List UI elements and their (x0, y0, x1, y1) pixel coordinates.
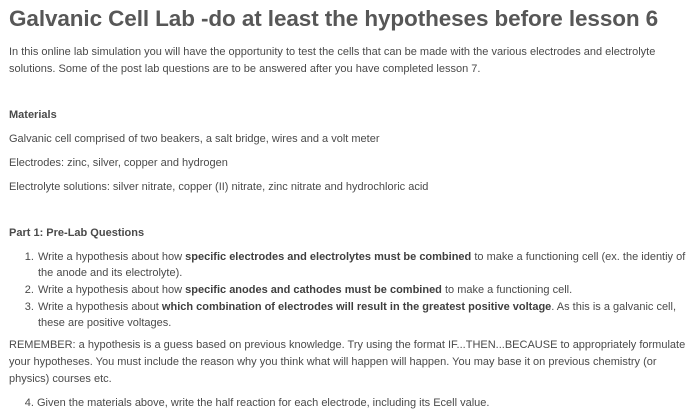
prelab-question-list (9, 249, 690, 331)
material-item-cell: Galvanic cell comprised of two beakers, a salt bridge, wires and a volt meter (9, 133, 380, 145)
question-emphasis: which combination of electrodes will result in the greatest positive voltage (161, 301, 552, 313)
question-item-4: 4. Given the materials above, write the half reaction for each electrode, including its Ecell value. (37, 395, 690, 411)
page-title: Galvanic Cell Lab -do at least the hypotheses before lesson 6 (9, 6, 659, 31)
question-item-2 (37, 282, 690, 298)
question-text: Write a hypothesis about (38, 301, 162, 313)
intro-paragraph: In this online lab simulation you will have the opportunity to test the cells that can be made with the various electrodes and electrolyte solutions. Some of the post lab questions are to be answered after you have completed lesson 7. (9, 46, 656, 75)
part1-heading: Part 1: Pre-Lab Questions (9, 227, 145, 239)
question-text: to make a functioning cell (ex. the identiy of the anode and its electrolyte). (38, 251, 686, 279)
question-item-3 (37, 299, 690, 331)
materials-heading: Materials (9, 109, 57, 121)
question-list-continued (9, 395, 690, 411)
question-text: to make a functioning cell. (441, 284, 573, 296)
remember-note: REMEMBER: a hypothesis is a guess based on previous knowledge. Try using the format IF...THEN...BECAUSE to appropriately formulate your hypotheses. You must include the reason why you think what will happen will happen. You may base it on previous chemistry (or physics) courses etc. (9, 339, 686, 385)
question-emphasis: specific electrodes and electrolytes must be combined (185, 251, 472, 263)
question-text: Write a hypothesis about how (38, 284, 186, 296)
material-item-electrodes: Electrodes: zinc, silver, copper and hydrogen (9, 157, 228, 169)
question-item-1 (37, 249, 690, 281)
question-text: Write a hypothesis about how (38, 251, 186, 263)
question-emphasis: specific anodes and cathodes must be combined (185, 284, 442, 296)
material-item-electrolytes: Electrolyte solutions: silver nitrate, copper (II) nitrate, zinc nitrate and hydrochloric acid (9, 181, 429, 193)
question-text: . As this is a galvanic cell, these are positive voltages. (38, 301, 677, 329)
